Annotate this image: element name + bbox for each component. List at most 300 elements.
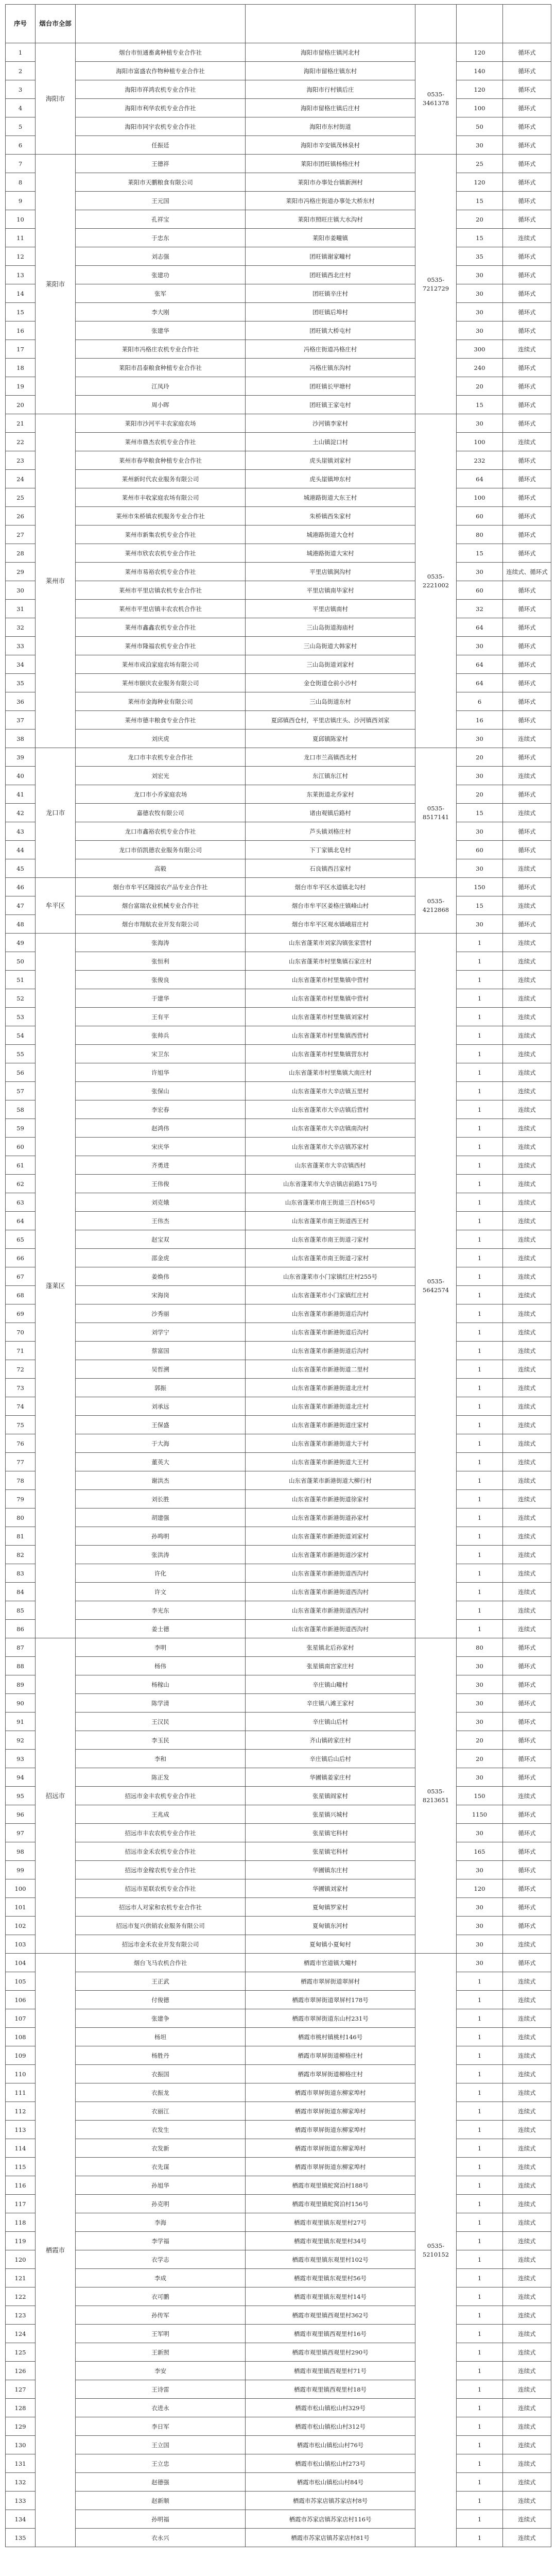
row-index: 41: [6, 785, 36, 804]
owner-name: 许旭华: [76, 1063, 246, 1082]
row-index: 96: [6, 1805, 36, 1824]
table-row: [6, 1471, 551, 1490]
owner-name: 衣学志: [76, 2250, 246, 2269]
address: 栖霞市翠屏街道东山村231号: [246, 2009, 415, 2028]
owner-name: 招远市金禾农机专业合作社: [76, 1842, 246, 1861]
capacity: 1: [457, 2102, 503, 2121]
row-index: 33: [6, 637, 36, 655]
table-row: [6, 1267, 551, 1286]
dryer-type: 连续式: [503, 2306, 551, 2325]
dryer-type: 连续式: [503, 1249, 551, 1267]
dryer-type: 循环式: [503, 99, 551, 117]
address: 平里店镇南村: [246, 600, 415, 618]
row-index: 27: [6, 526, 36, 544]
address: 山东省蓬莱市新港街道沙家村: [246, 1546, 415, 1564]
address: 莱阳市办事处台镇新洲村: [246, 173, 415, 192]
address: 莱阳市冯格庄街道办事处大桥东村: [246, 192, 415, 210]
address: 栖霞市观里镇西观里村362号: [246, 2306, 415, 2325]
table-row: [6, 1805, 551, 1824]
dryer-type: 循环式: [503, 618, 551, 637]
dryer-type: 连续式、循环式: [503, 563, 551, 581]
address: 莱阳市照旺庄镇大水沟村: [246, 210, 415, 229]
address: 冯格庄街道冯格庄村: [246, 340, 415, 359]
region-cell: 海阳市: [36, 43, 76, 155]
row-index: 83: [6, 1564, 36, 1583]
table-row: [6, 581, 551, 600]
table-row: [6, 192, 551, 210]
dryer-type: 连续式: [503, 1267, 551, 1286]
table-row: [6, 785, 551, 804]
capacity: 1: [457, 2492, 503, 2510]
row-index: 94: [6, 1768, 36, 1787]
table-row: [6, 80, 551, 99]
owner-name: 莱州新时代农业服务有限公司: [76, 470, 246, 488]
owner-name: 龙口市鑫裕农机专业合作社: [76, 822, 246, 841]
table-row: [6, 2343, 551, 2362]
address: 沙河镇李家村: [246, 414, 415, 433]
address: 烟台市牟平区姜格庄镇峰山村: [246, 896, 415, 915]
owner-name: 烟台飞马农机合作社: [76, 1954, 246, 1972]
row-index: 90: [6, 1694, 36, 1713]
capacity: 1: [457, 2083, 503, 2102]
address: 栖霞市苏家店镇苏家店村116号: [246, 2510, 415, 2529]
capacity: 1: [457, 971, 503, 989]
owner-name: 赵鸿伟: [76, 1119, 246, 1138]
owner-name: 李成: [76, 2269, 246, 2287]
table-row: [6, 822, 551, 841]
address: 山东省蓬莱市大辛店镇店前路175号: [246, 1175, 415, 1193]
capacity: 1: [457, 2454, 503, 2473]
owner-name: 李玉民: [76, 1731, 246, 1750]
owner-name: 王伟俊: [76, 1175, 246, 1193]
row-index: 86: [6, 1620, 36, 1638]
capacity: 30: [457, 1861, 503, 1879]
table-row: [6, 117, 551, 136]
address: 东莱街道北乔家村: [246, 785, 415, 804]
dryer-type: 连续式: [503, 2009, 551, 2028]
owner-name: 王元国: [76, 192, 246, 210]
owner-name: 莱阳市天鹏粮食有限公司: [76, 173, 246, 192]
capacity: 1: [457, 1490, 503, 1509]
owner-name: 杨稼山: [76, 1675, 246, 1694]
row-index: 72: [6, 1360, 36, 1379]
owner-name: 莱州市春华粮食种植专业合作社: [76, 451, 246, 470]
owner-name: 郭振: [76, 1379, 246, 1397]
table-row: [6, 2436, 551, 2454]
owner-name: 烟台市翔航农业开发有限公司: [76, 915, 246, 934]
row-index: 111: [6, 2083, 36, 2102]
table-row: [6, 1731, 551, 1750]
table-row: [6, 99, 551, 117]
row-index: 133: [6, 2492, 36, 2510]
table-row: [6, 2306, 551, 2325]
row-index: 117: [6, 2195, 36, 2213]
owner-name: 姜焕伟: [76, 1267, 246, 1286]
row-index: 50: [6, 952, 36, 971]
table-row: [6, 1008, 551, 1026]
table-row: [6, 526, 551, 544]
address: 夏甸镇罗家村: [246, 1898, 415, 1917]
table-row: [6, 62, 551, 80]
address: 莱阳市团旺镇杨格庄村: [246, 155, 415, 173]
row-index: 20: [6, 396, 36, 414]
owner-name: 莱州市新集农机专业合作社: [76, 526, 246, 544]
owner-name: 衣丽江: [76, 2102, 246, 2121]
dryer-type: 连续式: [503, 433, 551, 451]
address: 山东省蓬莱市村里集镇大南庄村: [246, 1063, 415, 1082]
owner-name: 招远市星联农机专业合作社: [76, 1879, 246, 1898]
dryer-type: 循环式: [503, 1694, 551, 1713]
row-index: 123: [6, 2306, 36, 2325]
table-row: [6, 2510, 551, 2529]
row-index: 45: [6, 859, 36, 878]
address: 平里店镇南毕家村: [246, 581, 415, 600]
row-index: 99: [6, 1861, 36, 1879]
table-row: [6, 600, 551, 618]
dryer-type: 连续式: [503, 2510, 551, 2529]
capacity: 1: [457, 1249, 503, 1267]
owner-name: 张俊良: [76, 971, 246, 989]
dryer-type: 连续式: [503, 1471, 551, 1490]
row-index: 102: [6, 1917, 36, 1935]
table-row: [6, 1249, 551, 1267]
address: 山东省蓬莱市南王街道刁家村: [246, 1230, 415, 1249]
table-row: [6, 1842, 551, 1861]
dryer-type: 循环式: [503, 915, 551, 934]
row-index: 76: [6, 1434, 36, 1453]
address: 土山镇淀口村: [246, 433, 415, 451]
row-index: 70: [6, 1323, 36, 1342]
table-row: [6, 1304, 551, 1323]
owner-name: 莱州市易裕农机专业合作社: [76, 563, 246, 581]
owner-name: 王有平: [76, 1008, 246, 1026]
capacity: 20: [457, 748, 503, 767]
address: 张星镇宅科村: [246, 1842, 415, 1861]
table-row: [6, 2417, 551, 2436]
row-index: 84: [6, 1583, 36, 1601]
capacity: 1: [457, 2232, 503, 2250]
capacity: 1: [457, 2121, 503, 2139]
row-index: 88: [6, 1657, 36, 1675]
dryer-type: 连续式: [503, 952, 551, 971]
owner-name: 付俊德: [76, 1991, 246, 2009]
dryer-type: 循环式: [503, 1805, 551, 1824]
address: 山东省蓬莱市新港街道后沟村: [246, 1323, 415, 1342]
capacity: 1: [457, 2473, 503, 2492]
table-row: [6, 1620, 551, 1638]
capacity: 100: [457, 99, 503, 117]
owner-name: 吴哲溯: [76, 1360, 246, 1379]
capacity: 1: [457, 1379, 503, 1397]
dryer-type: 连续式: [503, 2473, 551, 2492]
region-cell: 龙口市: [36, 748, 76, 878]
row-index: 38: [6, 730, 36, 748]
capacity: 1: [457, 2417, 503, 2436]
owner-name: 衣可鹏: [76, 2287, 246, 2306]
address: 烟台市牟平区水道镇北勾村: [246, 878, 415, 896]
dryer-type: 连续式: [503, 2213, 551, 2232]
dryer-type: 循环式: [503, 1861, 551, 1879]
row-index: 5: [6, 117, 36, 136]
capacity: 20: [457, 785, 503, 804]
capacity: 64: [457, 470, 503, 488]
address: 山东省蓬莱市大辛店镇南沟村: [246, 1119, 415, 1138]
table-row: [6, 859, 551, 878]
capacity: 64: [457, 618, 503, 637]
dryer-type: 连续式: [503, 1509, 551, 1527]
capacity: 100: [457, 433, 503, 451]
table-row: [6, 1750, 551, 1768]
row-index: 100: [6, 1879, 36, 1898]
row-index: 81: [6, 1527, 36, 1546]
owner-name: 张帅兵: [76, 1026, 246, 1045]
row-index: 54: [6, 1026, 36, 1045]
address: 栖霞市观里镇西观里村18号: [246, 2380, 415, 2399]
table-row: [6, 1490, 551, 1509]
table-row: [6, 2139, 551, 2158]
capacity: 120: [457, 173, 503, 192]
capacity: 1: [457, 1304, 503, 1323]
address: 栖霞市苏家店镇苏家店村8号: [246, 2492, 415, 2510]
dryer-type: 连续式: [503, 1935, 551, 1954]
row-index: 85: [6, 1601, 36, 1620]
address: 栖霞市松山镇松山村312号: [246, 2417, 415, 2436]
header-capacity: [457, 5, 503, 43]
dryer-type: 连续式: [503, 859, 551, 878]
dryer-type: 连续式: [503, 1304, 551, 1323]
table-row: [6, 2009, 551, 2028]
owner-name: 赵宝双: [76, 1230, 246, 1249]
capacity: 1: [457, 2250, 503, 2269]
dryer-type: 循环式: [503, 655, 551, 674]
owner-name: 张洪涛: [76, 1546, 246, 1564]
capacity: 30: [457, 1917, 503, 1935]
row-index: 1: [6, 43, 36, 62]
owner-name: 蔡富国: [76, 1342, 246, 1360]
capacity: 30: [457, 321, 503, 340]
phone-cell: 0535-8213651: [415, 1638, 457, 1954]
capacity: 30: [457, 637, 503, 655]
dryer-type: 连续式: [503, 2399, 551, 2417]
region-cell: 莱州市: [36, 414, 76, 748]
table-row: [6, 692, 551, 711]
table-row: [6, 1694, 551, 1713]
capacity: 80: [457, 1638, 503, 1657]
row-index: 36: [6, 692, 36, 711]
row-index: 87: [6, 1638, 36, 1657]
table-row: [6, 841, 551, 859]
row-index: 3: [6, 80, 36, 99]
table-row: [6, 359, 551, 377]
row-index: 28: [6, 544, 36, 563]
owner-name: 沙秀丽: [76, 1304, 246, 1323]
dryer-type: 连续式: [503, 1045, 551, 1063]
owner-name: 烟台富瑞农业机械专业合作社: [76, 896, 246, 915]
capacity: 32: [457, 600, 503, 618]
row-index: 103: [6, 1935, 36, 1954]
row-index: 67: [6, 1267, 36, 1286]
address: 栖霞市桃村镇桃村146号: [246, 2028, 415, 2046]
region-cell: 牟平区: [36, 878, 76, 934]
capacity: 64: [457, 674, 503, 692]
address: 团旺镇王家屯村: [246, 396, 415, 414]
table-row: [6, 1787, 551, 1805]
owner-name: 衣振龙: [76, 2083, 246, 2102]
owner-name: 王诗雷: [76, 2380, 246, 2399]
address: 山东省蓬莱市村里集镇刘家村: [246, 1008, 415, 1026]
table-row: [6, 767, 551, 785]
capacity: 1: [457, 2176, 503, 2195]
dryer-type: 连续式: [503, 2158, 551, 2176]
address: 海阳市辛安镇茂林泉村: [246, 136, 415, 155]
owner-name: 刘长胜: [76, 1490, 246, 1509]
owner-name: 李明: [76, 1638, 246, 1657]
table-row: [6, 730, 551, 748]
table-row: [6, 433, 551, 451]
dryer-type: 循环式: [503, 1768, 551, 1787]
row-index: 98: [6, 1842, 36, 1861]
owner-name: 烟台市牟平区隆园农产品专业合作社: [76, 878, 246, 896]
dryer-type: 连续式: [503, 1138, 551, 1156]
row-index: 2: [6, 62, 36, 80]
address: 海阳市东村街道: [246, 117, 415, 136]
capacity: 60: [457, 581, 503, 600]
table-row: [6, 2325, 551, 2343]
capacity: 1: [457, 2343, 503, 2362]
machine-list-table: [5, 4, 551, 2547]
row-index: 59: [6, 1119, 36, 1138]
address: 栖霞市观里镇东观里村102号: [246, 2250, 415, 2269]
capacity: 1: [457, 1100, 503, 1119]
address: 栖霞市翠屏街道东柳家埠村: [246, 2083, 415, 2102]
row-index: 9: [6, 192, 36, 210]
capacity: 1: [457, 1230, 503, 1249]
capacity: 1: [457, 1008, 503, 1026]
owner-name: 孙传军: [76, 2306, 246, 2325]
capacity: 1: [457, 1583, 503, 1601]
row-index: 119: [6, 2232, 36, 2250]
capacity: 1: [457, 2269, 503, 2287]
dryer-type: 连续式: [503, 1397, 551, 1416]
row-index: 31: [6, 600, 36, 618]
dryer-type: 循环式: [503, 321, 551, 340]
row-index: 105: [6, 1972, 36, 1991]
address: 栖霞市翠屏街道柳格庄村: [246, 2065, 415, 2083]
row-index: 48: [6, 915, 36, 934]
dryer-type: 循环式: [503, 266, 551, 284]
dryer-type: 循环式: [503, 1842, 551, 1861]
table-row: [6, 1583, 551, 1601]
dryer-type: 连续式: [503, 1620, 551, 1638]
row-index: 34: [6, 655, 36, 674]
owner-name: 莱州市丰收家庭农场有限公司: [76, 488, 246, 507]
owner-name: 赵新顺: [76, 2492, 246, 2510]
table-row: [6, 1193, 551, 1212]
table-row: [6, 989, 551, 1008]
address: 华圃镇刘家村: [246, 1879, 415, 1898]
row-index: 115: [6, 2158, 36, 2176]
owner-name: 杨坦: [76, 2028, 246, 2046]
table-row: [6, 2158, 551, 2176]
address: 栖霞市松山镇松山村329号: [246, 2399, 415, 2417]
dryer-type: 连续式: [503, 1546, 551, 1564]
table-row: [6, 43, 551, 62]
row-index: 89: [6, 1675, 36, 1694]
owner-name: 招远市金稼农机专业合作社: [76, 1861, 246, 1879]
owner-name: 齐勇进: [76, 1156, 246, 1175]
owner-name: 莱阳市沙河平丰农家庭农场: [76, 414, 246, 433]
row-index: 134: [6, 2510, 36, 2529]
address: 夏邱镇陈家村: [246, 730, 415, 748]
capacity: 1: [457, 2287, 503, 2306]
row-index: 91: [6, 1713, 36, 1731]
dryer-type: 循环式: [503, 878, 551, 896]
row-index: 79: [6, 1490, 36, 1509]
row-index: 112: [6, 2102, 36, 2121]
table-row: [6, 1082, 551, 1100]
row-index: 97: [6, 1824, 36, 1842]
capacity: 1: [457, 2009, 503, 2028]
row-index: 114: [6, 2139, 36, 2158]
table-row: [6, 1138, 551, 1156]
table-row: [6, 377, 551, 396]
row-index: 80: [6, 1509, 36, 1527]
address: 栖霞市苏家店镇苏家店村81号: [246, 2529, 415, 2547]
address: 张星镇南宫家庄村: [246, 1657, 415, 1675]
dryer-type: 连续式: [503, 1063, 551, 1082]
address: 张星镇北后孙家村: [246, 1638, 415, 1657]
row-index: 52: [6, 989, 36, 1008]
dryer-type: 连续式: [503, 2065, 551, 2083]
dryer-type: 连续式: [503, 1175, 551, 1193]
capacity: 1: [457, 1119, 503, 1138]
table-row: [6, 563, 551, 581]
address: 冯格庄镇东沟村: [246, 359, 415, 377]
owner-name: 董英大: [76, 1453, 246, 1471]
table-row: [6, 1657, 551, 1675]
table-row: [6, 1601, 551, 1620]
row-index: 71: [6, 1342, 36, 1360]
dryer-type: 连续式: [503, 1379, 551, 1397]
table-row: [6, 1100, 551, 1119]
table-row: [6, 136, 551, 155]
capacity: 1: [457, 1546, 503, 1564]
table-row: [6, 2399, 551, 2417]
row-index: 110: [6, 2065, 36, 2083]
dryer-type: 循环式: [503, 1675, 551, 1694]
owner-name: 招远市金丰农机专业合作社: [76, 1787, 246, 1805]
header-index: 序号: [6, 5, 36, 43]
table-row: [6, 1972, 551, 1991]
dryer-type: 循环式: [503, 674, 551, 692]
dryer-type: 循环式: [503, 507, 551, 526]
row-index: 44: [6, 841, 36, 859]
address: 栖霞市翠屏街道翠屏村178号: [246, 1991, 415, 2009]
capacity: 1: [457, 1063, 503, 1082]
address: 山东省蓬莱市新港街道西沟村: [246, 1583, 415, 1601]
dryer-type: 连续式: [503, 2343, 551, 2362]
capacity: 20: [457, 210, 503, 229]
owner-name: 杨胜丹: [76, 2046, 246, 2065]
address: 东江镇东江村: [246, 767, 415, 785]
owner-name: 龙口市小乔家庭农场: [76, 785, 246, 804]
table-row: [6, 2269, 551, 2287]
address: 城港路街道大东王村: [246, 488, 415, 507]
dryer-type: 循环式: [503, 841, 551, 859]
capacity: 1: [457, 1286, 503, 1304]
owner-name: 谢洪杰: [76, 1471, 246, 1490]
table-row: [6, 1898, 551, 1917]
